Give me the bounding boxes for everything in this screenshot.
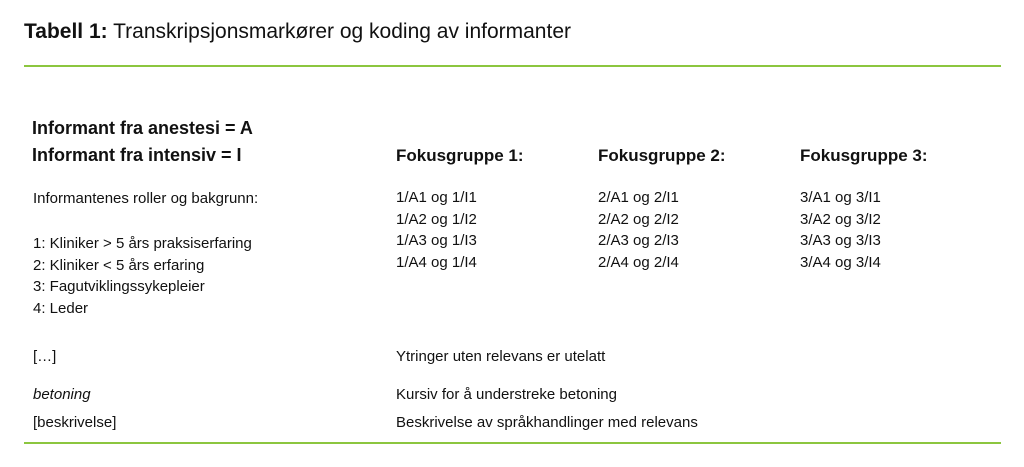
group-code: 2/A2 og 2/I2: [598, 210, 679, 228]
group-code: 3/A4 og 3/I4: [800, 253, 881, 271]
table-title-text: Transkripsjonsmarkører og koding av informanter: [113, 20, 571, 43]
group-2-heading: Fokusgruppe 2:: [598, 146, 726, 165]
top-divider: [24, 65, 1001, 67]
marker-symbol-description: [beskrivelse]: [33, 414, 117, 431]
marker-description-omitted: Ytringer uten relevans er utelatt: [396, 348, 606, 365]
group-3-codes: [800, 187, 881, 273]
group-code: 3/A2 og 3/I2: [800, 210, 881, 228]
group-1-heading: Fokusgruppe 1:: [396, 146, 524, 165]
marker-description-speech-acts: Beskrivelse av språkhandlinger med relevans: [396, 414, 698, 431]
roles-list: [33, 233, 252, 319]
role-item: 3: Fagutviklingssykepleier: [33, 278, 205, 295]
group-code: 1/A4 og 1/I4: [396, 253, 477, 271]
marker-description-emphasis: Kursiv for å understreke betoning: [396, 386, 617, 403]
informant-intensiv: Informant fra intensiv = I: [32, 145, 242, 165]
bottom-divider: [24, 442, 1001, 444]
informant-anestesi: Informant fra anestesi = A: [32, 118, 253, 138]
group-code: 2/A1 og 2/I1: [598, 189, 679, 206]
group-code: 1/A2 og 1/I2: [396, 210, 477, 228]
group-code: 1/A3 og 1/I3: [396, 232, 477, 249]
roles-heading: Informantenes roller og bakgrunn:: [33, 190, 259, 207]
table-title: [24, 20, 571, 44]
group-code: 2/A3 og 2/I3: [598, 232, 679, 249]
group-code: 3/A1 og 3/I1: [800, 189, 881, 206]
role-item: 1: Kliniker > 5 års praksiserfaring: [33, 235, 252, 252]
table-title-label: Tabell 1:: [24, 20, 108, 43]
group-code: 3/A3 og 3/I3: [800, 232, 881, 249]
marker-symbol-omitted: […]: [33, 348, 57, 365]
group-code: 2/A4 og 2/I4: [598, 253, 679, 271]
marker-symbol-emphasis: betoning: [33, 386, 91, 403]
group-2-codes: [598, 187, 679, 273]
group-code: 1/A1 og 1/I1: [396, 189, 477, 206]
group-3-heading: Fokusgruppe 3:: [800, 146, 928, 165]
role-item: 2: Kliniker < 5 års erfaring: [33, 256, 205, 274]
group-1-codes: [396, 187, 477, 273]
role-item: 4: Leder: [33, 299, 89, 317]
